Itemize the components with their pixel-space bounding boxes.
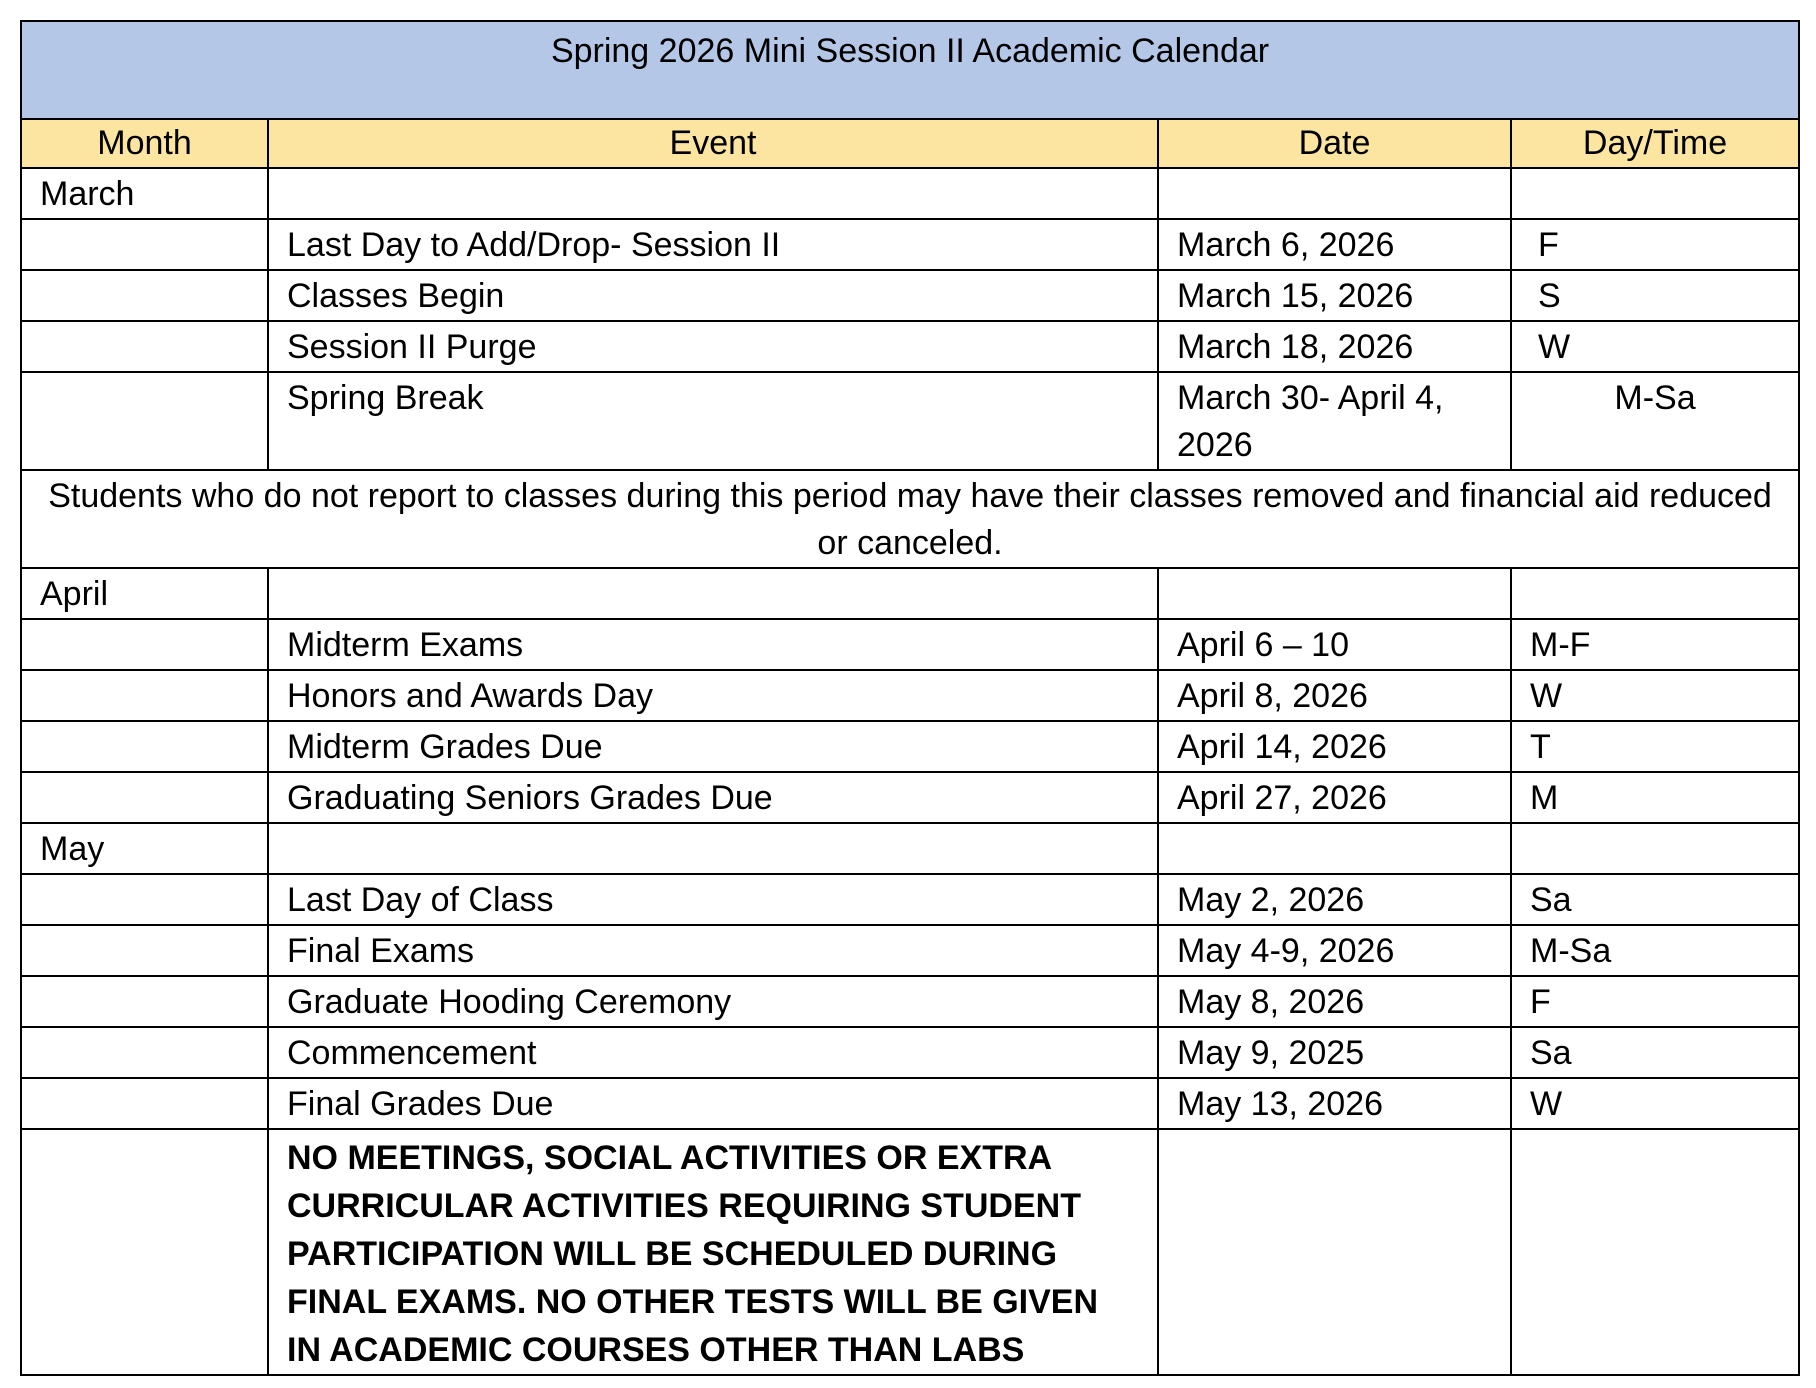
table-row — [21, 925, 1799, 976]
day-cell: M-F — [1511, 619, 1799, 670]
event-cell: Graduate Hooding Ceremony — [268, 976, 1158, 1027]
date-cell: May 8, 2026 — [1158, 976, 1511, 1027]
empty-cell — [21, 321, 268, 372]
title-row — [21, 21, 1799, 119]
empty-cell — [268, 168, 1158, 219]
event-cell: Session II Purge — [268, 321, 1158, 372]
date-cell: May 9, 2025 — [1158, 1027, 1511, 1078]
notice-row — [21, 470, 1799, 568]
day-cell: F — [1511, 219, 1799, 270]
month-label: May — [21, 823, 268, 874]
table-row — [21, 772, 1799, 823]
empty-cell — [21, 925, 268, 976]
day-cell: M — [1511, 772, 1799, 823]
date-cell: April 27, 2026 — [1158, 772, 1511, 823]
day-cell: S — [1511, 270, 1799, 321]
table-row — [21, 721, 1799, 772]
day-cell: M-Sa — [1511, 372, 1799, 470]
empty-cell — [1158, 568, 1511, 619]
date-cell: May 4-9, 2026 — [1158, 925, 1511, 976]
date-cell: April 14, 2026 — [1158, 721, 1511, 772]
table-row — [21, 670, 1799, 721]
date-cell: March 6, 2026 — [1158, 219, 1511, 270]
empty-cell — [21, 270, 268, 321]
empty-cell — [21, 1027, 268, 1078]
header-date: Date — [1158, 119, 1511, 168]
empty-cell — [1511, 823, 1799, 874]
table-row — [21, 619, 1799, 670]
date-cell: May 13, 2026 — [1158, 1078, 1511, 1129]
empty-cell — [1158, 823, 1511, 874]
event-cell: Commencement — [268, 1027, 1158, 1078]
empty-cell — [21, 1078, 268, 1129]
empty-cell — [268, 823, 1158, 874]
empty-cell — [21, 1129, 268, 1375]
final-exam-policy-note: NO MEETINGS, SOCIAL ACTIVITIES OR EXTRA CURRICULAR ACTIVITIES REQUIRING STUDENT PARTICIPATION WILL BE SCHEDULED DURING FINAL EXAMS. NO OTHER TESTS WILL BE GIVEN IN ACADEMIC COURSES OTHER THAN LABS — [268, 1129, 1158, 1375]
date-cell: March 18, 2026 — [1158, 321, 1511, 372]
event-cell: Honors and Awards Day — [268, 670, 1158, 721]
event-cell: Graduating Seniors Grades Due — [268, 772, 1158, 823]
day-cell: T — [1511, 721, 1799, 772]
day-cell: F — [1511, 976, 1799, 1027]
event-cell: Last Day to Add/Drop- Session II — [268, 219, 1158, 270]
date-cell: April 6 – 10 — [1158, 619, 1511, 670]
date-cell: March 30- April 4, 2026 — [1158, 372, 1511, 470]
day-cell: W — [1511, 670, 1799, 721]
event-cell: Midterm Grades Due — [268, 721, 1158, 772]
empty-cell — [268, 568, 1158, 619]
table-row — [21, 874, 1799, 925]
event-cell: Final Exams — [268, 925, 1158, 976]
header-month: Month — [21, 119, 268, 168]
month-row-may — [21, 823, 1799, 874]
empty-cell — [21, 219, 268, 270]
event-cell: Midterm Exams — [268, 619, 1158, 670]
table-row — [21, 1078, 1799, 1129]
table-row — [21, 270, 1799, 321]
event-cell: Last Day of Class — [268, 874, 1158, 925]
academic-calendar-table — [20, 20, 1800, 1376]
event-cell: Spring Break — [268, 372, 1158, 470]
empty-cell — [21, 372, 268, 470]
empty-cell — [1158, 1129, 1511, 1375]
day-cell: W — [1511, 1078, 1799, 1129]
empty-cell — [1511, 568, 1799, 619]
event-cell: Classes Begin — [268, 270, 1158, 321]
table-row — [21, 321, 1799, 372]
empty-cell — [21, 619, 268, 670]
day-cell: Sa — [1511, 874, 1799, 925]
month-label: March — [21, 168, 268, 219]
header-event: Event — [268, 119, 1158, 168]
empty-cell — [21, 670, 268, 721]
month-row-march — [21, 168, 1799, 219]
empty-cell — [1511, 1129, 1799, 1375]
table-row — [21, 1027, 1799, 1078]
empty-cell — [21, 721, 268, 772]
empty-cell — [21, 874, 268, 925]
day-cell: M-Sa — [1511, 925, 1799, 976]
month-row-april — [21, 568, 1799, 619]
calendar-title: Spring 2026 Mini Session II Academic Calendar — [21, 21, 1799, 119]
date-cell: March 15, 2026 — [1158, 270, 1511, 321]
empty-cell — [1158, 168, 1511, 219]
date-cell: April 8, 2026 — [1158, 670, 1511, 721]
day-cell: W — [1511, 321, 1799, 372]
header-day-time: Day/Time — [1511, 119, 1799, 168]
column-header-row — [21, 119, 1799, 168]
empty-cell — [1511, 168, 1799, 219]
empty-cell — [21, 976, 268, 1027]
empty-cell — [21, 772, 268, 823]
attendance-notice: Students who do not report to classes during this period may have their classes removed and financial aid reduced or canceled. — [21, 470, 1799, 568]
event-cell: Final Grades Due — [268, 1078, 1158, 1129]
day-cell: Sa — [1511, 1027, 1799, 1078]
table-row — [21, 372, 1799, 470]
table-row — [21, 219, 1799, 270]
final-note-row — [21, 1129, 1799, 1375]
month-label: April — [21, 568, 268, 619]
date-cell: May 2, 2026 — [1158, 874, 1511, 925]
table-row — [21, 976, 1799, 1027]
